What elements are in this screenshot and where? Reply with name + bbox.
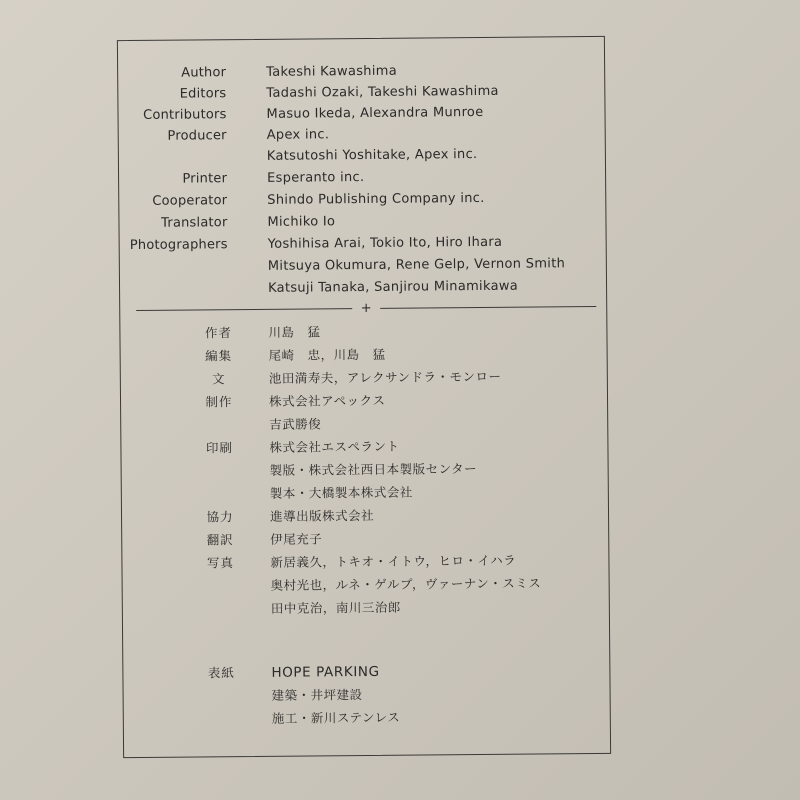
credit-label: Editors <box>179 86 227 102</box>
credit-row-jp-printing-cont <box>122 457 602 483</box>
credit-label: Contributors <box>143 107 227 123</box>
credit-value-jp: 伊尾充子 <box>270 531 323 547</box>
credit-value: Shindo Publishing Company inc. <box>267 190 485 208</box>
credit-value-jp: 池田満寿夫，アレクサンドラ・モンロー <box>268 368 502 386</box>
credit-value-jp: 製本・大橋製本株式会社 <box>269 484 413 501</box>
credit-value-jp: 新居義久，トキオ・イトウ，ヒロ・イハラ <box>270 552 517 570</box>
credit-row-jp-cover-cont <box>124 682 604 708</box>
credit-label-jp: 制作 <box>205 394 233 410</box>
credit-row-jp-cooperation <box>122 503 602 529</box>
credit-label: Author <box>181 65 227 81</box>
credit-value-jp: 川島 猛 <box>268 324 321 340</box>
cover-title: HOPE PARKING <box>271 663 380 681</box>
credit-label-jp: 写真 <box>206 555 235 571</box>
credit-row-jp-printing <box>121 434 601 460</box>
credit-row-jp-production-cont <box>121 411 601 437</box>
credit-value: Takeshi Kawashima <box>266 63 398 80</box>
credit-value: Tadashi Ozaki, Takeshi Kawashima <box>266 83 499 101</box>
credit-row-jp-production <box>121 388 601 414</box>
credit-value: Esperanto inc. <box>267 169 365 186</box>
credit-label-jp: 作者 <box>204 325 232 341</box>
credit-label: Translator <box>161 215 228 231</box>
credit-label-jp: 文 <box>212 371 226 387</box>
credit-label-jp: 表紙 <box>207 665 235 681</box>
credit-value-jp: 田中克治，南川三治郎 <box>270 599 401 616</box>
credit-value: Mitsuya Okumura, Rene Gelp, Vernon Smith <box>267 256 566 274</box>
credit-value: Apex inc. <box>266 127 330 143</box>
credit-row-jp-photos <box>122 549 602 575</box>
credit-value-jp: 株式会社エスペラント <box>269 438 400 455</box>
credit-value-jp: 進導出版株式会社 <box>269 507 375 524</box>
credit-row-jp-text <box>121 365 601 391</box>
credit-row-jp-photos-cont <box>123 572 603 598</box>
credit-value-jp: 吉武勝俊 <box>269 416 322 432</box>
credit-value: Michiko Io <box>267 214 336 230</box>
divider-line-right <box>380 306 596 309</box>
credit-row-jp-cover-cont <box>124 705 604 731</box>
credit-value-jp: 建築・井坪建設 <box>271 687 363 703</box>
credit-value-jp: 施工・新川ステンレス <box>271 709 401 726</box>
credit-value-jp: 製版・株式会社西日本製版センター <box>269 461 478 478</box>
credit-row-jp-printing-cont <box>122 480 602 506</box>
credit-value: Katsutoshi Yoshitake, Apex inc. <box>266 147 478 164</box>
divider-cross-mark: + <box>360 300 372 317</box>
divider-line-left <box>136 308 352 311</box>
credit-row-jp-cover <box>123 659 603 685</box>
credit-row-jp-photos-cont <box>123 595 603 621</box>
section-divider <box>136 301 596 317</box>
credit-label: Producer <box>167 128 227 144</box>
credit-label: Photographers <box>129 237 228 254</box>
credit-value-jp: 株式会社アペックス <box>268 392 386 409</box>
credit-row-jp-editors <box>121 342 601 368</box>
credit-value-jp: 奥村光也，ルネ・ゲルプ，ヴァーナン・スミス <box>270 575 542 593</box>
credit-value: Masuo Ikeda, Alexandra Munroe <box>266 104 484 122</box>
credit-label: Printer <box>182 171 228 187</box>
credit-label-jp: 編集 <box>205 348 233 364</box>
colophon-frame <box>117 36 611 758</box>
credit-value: Yoshihisa Arai, Tokio Ito, Hiro Ihara <box>267 234 503 252</box>
credit-label-jp: 翻訳 <box>206 532 234 548</box>
credit-value: Katsuji Tanaka, Sanjirou Minamikawa <box>267 278 519 296</box>
credit-value-jp: 尾崎 忠，川島 猛 <box>268 346 386 363</box>
credit-row-jp-translation <box>122 526 602 552</box>
credit-label-jp: 印刷 <box>205 440 234 456</box>
credit-row-jp-author <box>120 319 600 345</box>
credit-label-jp: 協力 <box>206 509 234 525</box>
credit-label: Cooperator <box>152 193 228 209</box>
